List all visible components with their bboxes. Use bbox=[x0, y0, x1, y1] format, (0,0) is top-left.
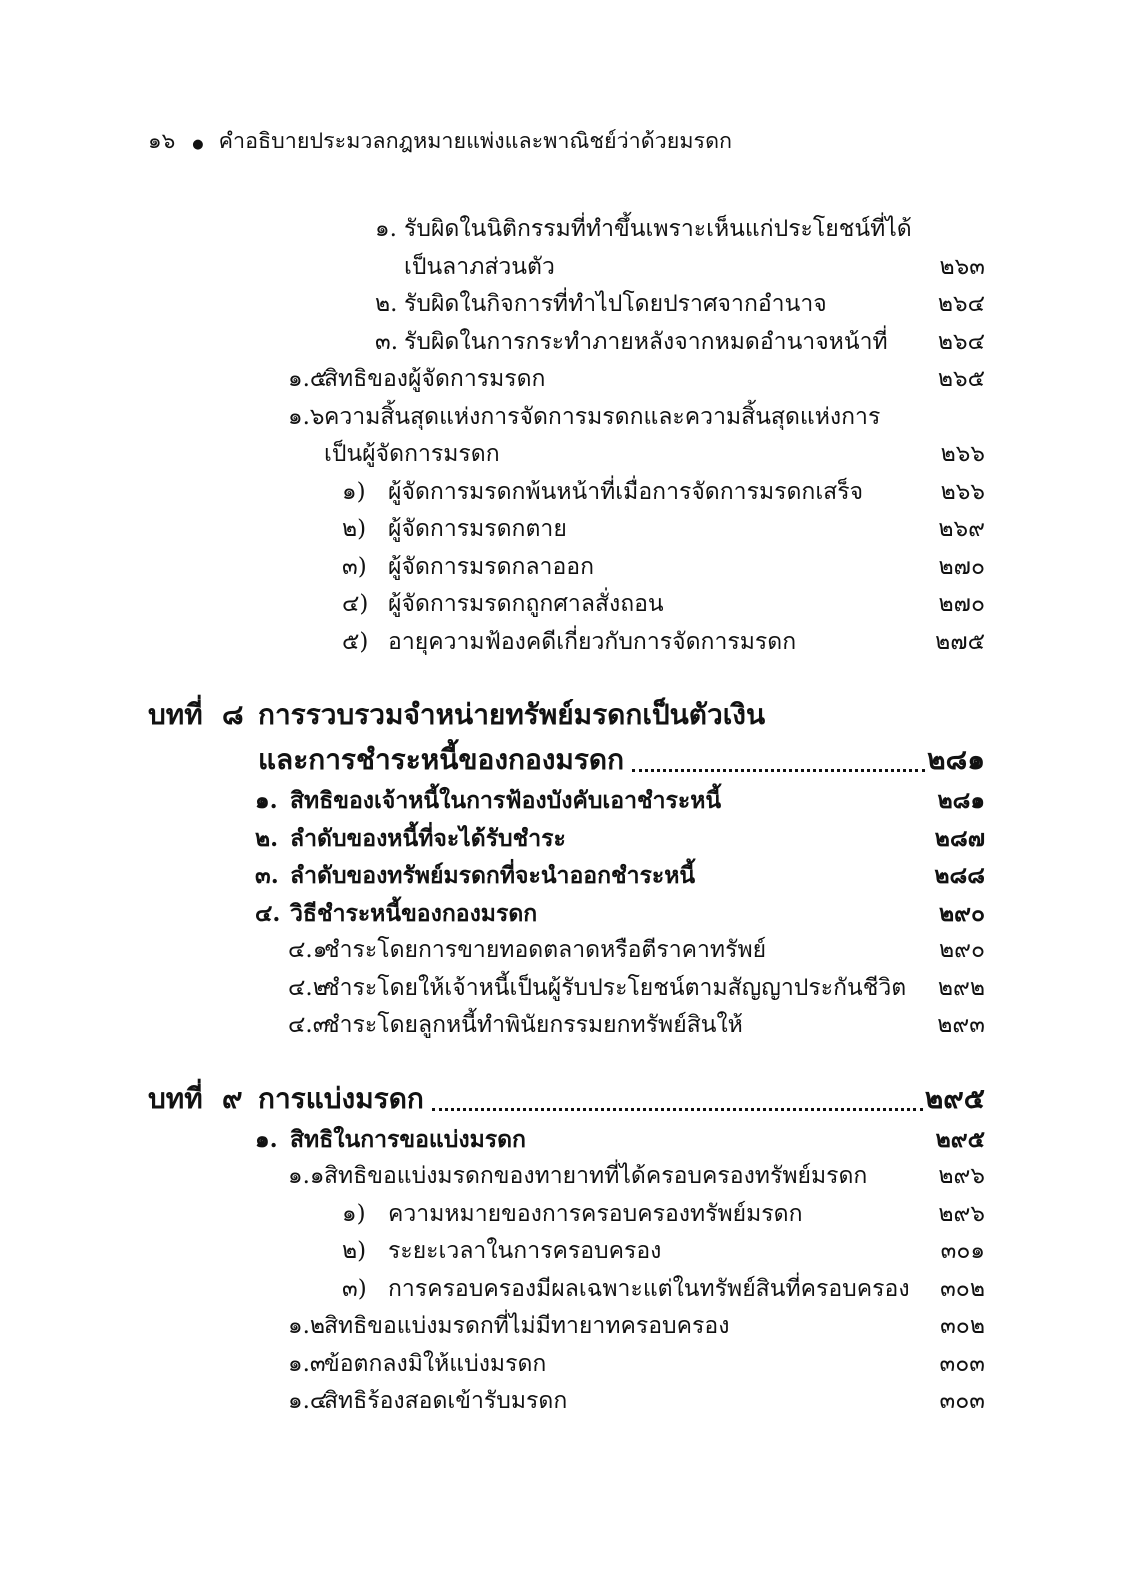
toc-row-number: ๑.๖ bbox=[288, 403, 325, 430]
toc-row bbox=[148, 286, 985, 324]
toc-row-title: ชำระโดยให้เจ้าหนี้เป็นผู้รับประโยชน์ตามสัญญาประกันชีวิต bbox=[324, 974, 907, 1001]
chapter-label: บทที่ bbox=[148, 1081, 203, 1115]
toc-row-page-number: ๒๖๔ bbox=[937, 291, 985, 317]
toc-row-number: ๒) bbox=[342, 1238, 367, 1264]
toc-row-number: ๑.๓ bbox=[288, 1350, 326, 1377]
toc-row-page-number: ๒๖๓ bbox=[939, 253, 985, 280]
toc-row-page-number: ๒๙๒ bbox=[937, 974, 985, 1001]
chapter-heading bbox=[148, 692, 985, 782]
toc-row-page-number: ๒๘๘ bbox=[934, 862, 985, 889]
toc-row-page-number: ๒๖๖ bbox=[940, 441, 985, 467]
toc-row bbox=[148, 1308, 985, 1346]
toc-row-title: ระยะเวลาในการครอบครอง bbox=[388, 1238, 662, 1264]
toc-row-number: ๑. bbox=[375, 216, 397, 242]
toc-row-page-number: ๒๙๐ bbox=[938, 899, 985, 927]
toc-row-title: ข้อตกลงมิให้แบ่งมรดก bbox=[324, 1350, 547, 1377]
chapter-heading-line1 bbox=[148, 692, 985, 737]
toc-row-number: ๑. bbox=[255, 1125, 278, 1153]
toc-row bbox=[148, 586, 985, 624]
chapter-page-number: ๒๘๑ bbox=[927, 743, 985, 776]
toc-row-title: สิทธิขอแบ่งมรดกของทายาทที่ได้ครอบครองทรัพย์มรดก bbox=[324, 1163, 868, 1189]
toc-row bbox=[148, 624, 985, 662]
toc-row bbox=[148, 211, 985, 249]
toc-row-number: ๒) bbox=[342, 516, 367, 542]
dot-leader bbox=[632, 769, 925, 772]
toc-row-title: ลำดับของทรัพย์มรดกที่จะนำออกชำระหนี้ bbox=[290, 862, 696, 889]
toc-row-number: ๑) bbox=[342, 478, 366, 505]
toc-row-number: ๑) bbox=[342, 1200, 366, 1227]
toc-row-title: ผู้จัดการมรดกพ้นหน้าที่เมื่อการจัดการมรดกเสร็จ bbox=[388, 478, 864, 505]
toc-row bbox=[148, 970, 985, 1008]
toc-row-number: ๓. bbox=[255, 862, 279, 889]
toc-row-number: ๑.๕ bbox=[288, 366, 328, 392]
toc-row-page-number: ๒๙๕ bbox=[935, 1125, 985, 1153]
dot-leader bbox=[432, 1108, 923, 1111]
page-header bbox=[148, 128, 985, 159]
toc-row-number: ๑. bbox=[255, 787, 278, 814]
toc-row-page-number: ๓๐๒ bbox=[940, 1275, 985, 1302]
toc-row-page-number: ๒๙๐ bbox=[938, 937, 985, 963]
toc-row-page-number: ๒๖๙ bbox=[938, 516, 985, 542]
toc-row-title: เป็นผู้จัดการมรดก bbox=[324, 441, 500, 467]
toc-row-number: ๓. bbox=[375, 328, 399, 355]
toc-row-title: ความสิ้นสุดแห่งการจัดการมรดกและความสิ้นสุดแห่งการ bbox=[324, 403, 881, 430]
toc-row-title: สิทธิของเจ้าหนี้ในการฟ้องบังคับเอาชำระหนี้ bbox=[290, 787, 722, 814]
toc-row-title: ชำระโดยลูกหนี้ทำพินัยกรรมยกทรัพย์สินให้ bbox=[324, 1012, 743, 1038]
toc-row bbox=[148, 1271, 985, 1309]
toc-row-page-number: ๓๐๑ bbox=[940, 1238, 985, 1264]
toc-row-title: รับผิดในการกระทำภายหลังจากหมดอำนาจหน้าที่ bbox=[404, 328, 888, 355]
toc-row-page-number: ๓๐๓ bbox=[939, 1388, 985, 1414]
toc-row bbox=[148, 1196, 985, 1234]
toc-row-title: รับผิดในนิติกรรมที่ทำขึ้นเพราะเห็นแก่ประโยชน์ที่ได้ bbox=[404, 216, 912, 242]
toc-row bbox=[148, 361, 985, 399]
chapter-number: ๘ bbox=[222, 698, 244, 731]
chapter-label: บทที่ bbox=[148, 698, 203, 731]
toc-row bbox=[148, 249, 985, 287]
toc-row-number: ๔.๑ bbox=[288, 937, 328, 963]
toc-row-number: ๔.๓ bbox=[288, 1012, 329, 1038]
toc-row-number: ๔.๒ bbox=[288, 974, 328, 1001]
toc-row-number: ๑.๒ bbox=[288, 1313, 326, 1339]
toc-row-title: อายุความฟ้องคดีเกี่ยวกับการจัดการมรดก bbox=[388, 628, 797, 655]
toc-row-page-number: ๒๗๐ bbox=[938, 553, 985, 580]
toc-row-page-number: ๒๖๕ bbox=[937, 366, 985, 392]
toc-row bbox=[148, 932, 985, 970]
chapter-heading-line1 bbox=[148, 1076, 985, 1121]
toc-row bbox=[148, 1007, 985, 1045]
toc-row-title: สิทธิในการขอแบ่งมรดก bbox=[290, 1125, 526, 1153]
toc-row-title: การครอบครองมีผลเฉพาะแต่ในทรัพย์สินที่ครอบครอง bbox=[388, 1275, 910, 1302]
toc-row bbox=[148, 511, 985, 549]
toc-row bbox=[148, 399, 985, 437]
chapter-title-continued: และการชำระหนี้ของกองมรดก bbox=[258, 743, 625, 776]
chapter-title: การแบ่งมรดก bbox=[258, 1081, 424, 1115]
toc-row bbox=[148, 1121, 985, 1159]
toc-row-number: ๑.๔ bbox=[288, 1388, 328, 1414]
toc-row-page-number: ๒๗๐ bbox=[938, 591, 985, 617]
toc-row-page-number: ๒๘๑ bbox=[937, 787, 985, 814]
toc-row-page-number: ๒๗๕ bbox=[935, 628, 985, 655]
toc-row-page-number: ๒๖๔ bbox=[937, 328, 985, 355]
toc-row-page-number: ๒๘๗ bbox=[934, 824, 985, 852]
toc-row bbox=[148, 820, 985, 858]
toc-row bbox=[148, 474, 985, 512]
toc-row-title: ผู้จัดการมรดกตาย bbox=[388, 516, 567, 542]
toc-row-title: สิทธิร้องสอดเข้ารับมรดก bbox=[324, 1388, 568, 1414]
toc-row-number: ๓) bbox=[342, 1275, 367, 1302]
chapter-heading-line2 bbox=[148, 737, 985, 782]
toc-row bbox=[148, 549, 985, 587]
toc-row-title: ผู้จัดการมรดกถูกศาลสั่งถอน bbox=[388, 591, 664, 617]
toc-row-title: วิธีชำระหนี้ของกองมรดก bbox=[290, 899, 538, 927]
toc-row bbox=[148, 1233, 985, 1271]
toc-row-number: ๔. bbox=[255, 899, 281, 927]
toc-row-page-number: ๒๖๖ bbox=[940, 478, 985, 505]
toc-row-page-number: ๒๙๓ bbox=[937, 1012, 985, 1038]
toc-row bbox=[148, 895, 985, 933]
toc-row-page-number: ๓๐๓ bbox=[939, 1350, 985, 1377]
toc-row-title: สิทธิขอแบ่งมรดกที่ไม่มีทายาทครอบครอง bbox=[324, 1313, 730, 1339]
chapter-heading bbox=[148, 1076, 985, 1121]
chapter-page-number: ๒๙๕ bbox=[924, 1081, 985, 1115]
toc-row-number: ๔) bbox=[342, 591, 369, 617]
bullet-icon: ● bbox=[192, 137, 204, 152]
toc-row bbox=[148, 782, 985, 820]
toc-row bbox=[148, 324, 985, 362]
toc-row bbox=[148, 436, 985, 474]
chapter-title: การรวบรวมจำหน่ายทรัพย์มรดกเป็นตัวเงิน bbox=[258, 698, 766, 731]
toc-row-title: สิทธิของผู้จัดการมรดก bbox=[324, 366, 546, 392]
book-title: คำอธิบายประมวลกฎหมายแพ่งและพาณิชย์ว่าด้วยมรดก bbox=[218, 129, 733, 154]
toc-row-number: ๑.๑ bbox=[288, 1163, 325, 1189]
page-number: ๑๖ bbox=[148, 129, 176, 154]
toc-row-page-number: ๒๙๖ bbox=[938, 1163, 985, 1189]
toc-row-title: ลำดับของหนี้ที่จะได้รับชำระ bbox=[290, 824, 566, 852]
toc-row bbox=[148, 1383, 985, 1421]
chapter-number: ๙ bbox=[222, 1081, 243, 1115]
toc-row-number: ๕) bbox=[342, 628, 369, 655]
toc-row-title: ชำระโดยการขายทอดตลาดหรือตีราคาทรัพย์ bbox=[324, 937, 767, 963]
toc-row-title: ความหมายของการครอบครองทรัพย์มรดก bbox=[388, 1200, 803, 1227]
toc-row-title: รับผิดในกิจการที่ทำไปโดยปราศจากอำนาจ bbox=[404, 291, 827, 317]
toc-row-number: ๓) bbox=[342, 553, 367, 580]
toc-row-title: เป็นลาภส่วนตัว bbox=[404, 253, 555, 280]
toc-row-page-number: ๒๙๖ bbox=[938, 1200, 985, 1227]
table-of-contents bbox=[148, 211, 985, 1421]
toc-row bbox=[148, 1158, 985, 1196]
toc-row bbox=[148, 857, 985, 895]
toc-row-page-number: ๓๐๒ bbox=[940, 1313, 985, 1339]
toc-row-number: ๒. bbox=[375, 291, 398, 317]
toc-row-number: ๒. bbox=[255, 824, 279, 852]
toc-row bbox=[148, 1346, 985, 1384]
toc-row-title: ผู้จัดการมรดกลาออก bbox=[388, 553, 595, 580]
